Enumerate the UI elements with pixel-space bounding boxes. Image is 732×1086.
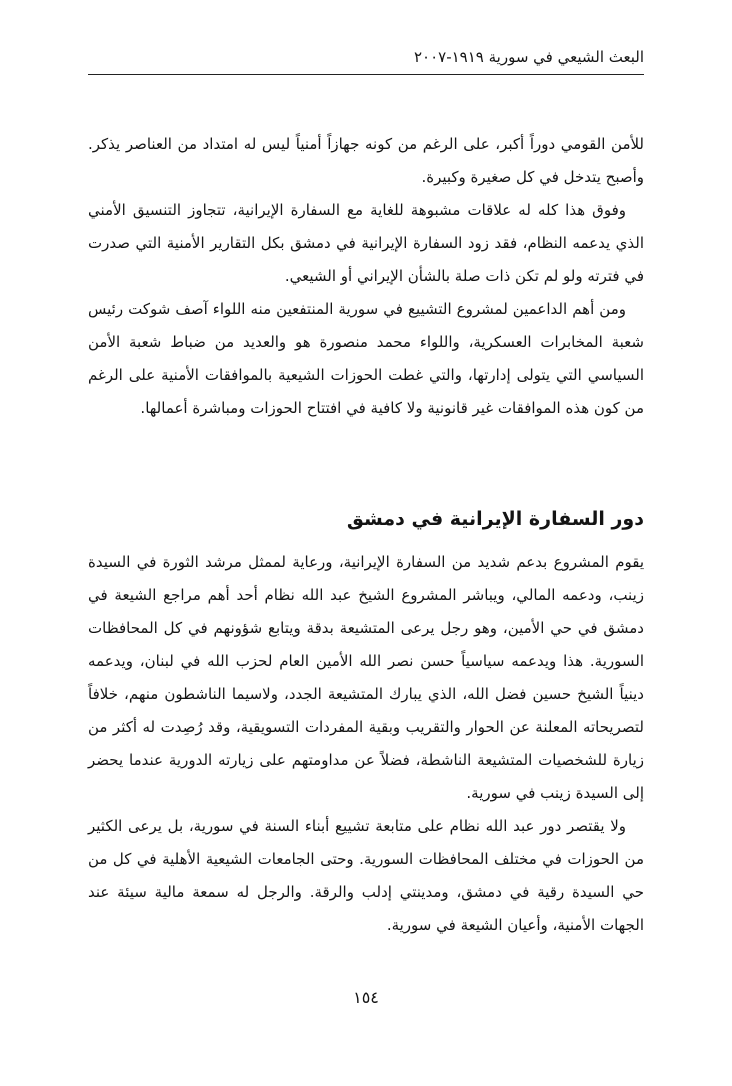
header-rule — [88, 74, 644, 75]
section-two-body — [88, 546, 644, 942]
section-one-body — [88, 128, 644, 425]
body-paragraph: للأمن القومي دوراً أكبر، على الرغم من كونه جهازاً أمنياً ليس له امتداد من العناصر يذكر. وأصبح يتدخل في كل صغيرة وكبيرة. — [88, 135, 644, 186]
body-paragraph: ولا يقتصر دور عبد الله نظام على متابعة تشييع أبناء السنة في سورية، بل يرعى الكثير من الحوزات في مختلف المحافظات السورية. وحتى الجامعات الشيعية الأهلية في كل من حي السيدة رقية في دمشق، ومدينتي إدلب والرقة. والرجل له سمعة مالية سيئة عند الجهات الأمنية، وأعيان الشيعة في سورية. — [88, 817, 644, 934]
section-heading: دور السفارة الإيرانية في دمشق — [346, 508, 644, 530]
running-header: البعث الشيعي في سورية ١٩١٩-٢٠٠٧ — [413, 48, 644, 66]
body-paragraph: يقوم المشروع بدعم شديد من السفارة الإيرانية، ورعاية لممثل مرشد الثورة في السيدة زينب، ودعمه المالي، ويباشر المشروع الشيخ عبد الله نظام أحد أهم مراجع الشيعة في دمشق في حي الأمين، وهو رجل يرعى المتشيعة بدقة ويتابع شؤونهم في كل المحافظات السورية. هذا ويدعمه سياسياً حسن نصر الله الأمين العام لحزب الله في لبنان، ويدعمه دينياً الشيخ حسين فضل الله، الذي يبارك المتشيعة الجدد، ولاسيما الناشطون منهم، خلافاً لتصريحاته المعلنة عن الحوار والتقريب وبقية المفردات التسويقية، وقد رُصِدت له أكثر من زيارة للشخصيات المتشيعة الناشطة، فضلاً عن مداومتهم على زيارته الدورية عندما يحضر إلى السيدة زينب في سورية. — [88, 553, 644, 802]
body-paragraph: ومن أهم الداعمين لمشروع التشييع في سورية المنتفعين منه اللواء آصف شوكت رئيس شعبة المخابرات العسكرية، واللواء محمد منصورة هو والعديد من ضباط شعبة الأمن السياسي التي يتولى إدارتها، والتي غطت الحوزات الشيعية بالموافقات الأمنية على الرغم من كون هذه الموافقات غير قانونية ولا كافية في افتتاح الحوزات ومباشرة أعمالها. — [88, 300, 644, 417]
body-paragraph: وفوق هذا كله له علاقات مشبوهة للغاية مع السفارة الإيرانية، تتجاوز التنسيق الأمني الذي يدعمه النظام، فقد زود السفارة الإيرانية في دمشق بكل التقارير الأمنية التي صدرت في فترته ولو لم تكن ذات صلة بالشأن الإيراني أو الشيعي. — [88, 201, 644, 285]
page-number: ١٥٤ — [353, 988, 379, 1007]
